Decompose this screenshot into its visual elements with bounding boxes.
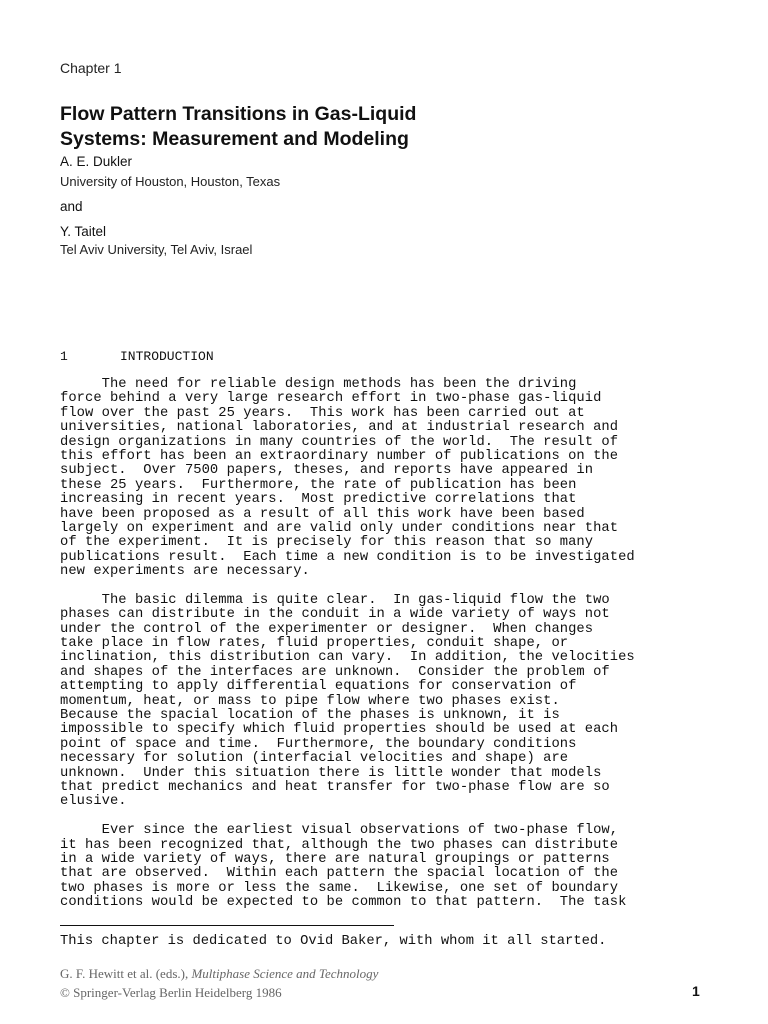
paragraph-line: The basic dilemma is quite clear. In gas-liquid flow the two [60,592,610,608]
chapter-label: Chapter 1 [60,60,122,76]
paragraph [60,378,740,579]
paper-title [60,102,700,152]
paragraph-line: Ever since the earliest visual observations of two-phase flow, [60,823,619,839]
paragraph-line: attempting to apply differential equations for conservation of [60,679,577,695]
paragraph-line: two phases is more or less the same. Likewise, one set of boundary [60,880,619,896]
credit-editors: G. F. Hewitt et al. (eds.), [60,966,189,981]
author-name: A. E. Dukler [60,154,133,169]
author-name: Y. Taitel [60,224,107,239]
paragraph-line: it has been recognized that, although the two phases can distribute [60,837,619,853]
paragraph-line: under the control of the experimenter or designer. When changes [60,621,594,637]
paragraph-line: and shapes of the interfaces are unknown. Consider the problem of [60,664,610,680]
paragraph-line: point of space and time. Furthermore, the boundary conditions [60,736,577,752]
paper-title-line-1: Flow Pattern Transitions in Gas-Liquid [60,103,417,125]
paragraph-line: impossible to specify which fluid properties should be used at each [60,722,619,738]
author-affiliation: University of Houston, Houston, Texas [60,174,281,189]
paragraph-line: The need for reliable design methods has been the driving [60,377,577,392]
copyright-line: © Springer-Verlag Berlin Heidelberg 1986 [60,985,282,1000]
section-title: INTRODUCTION [120,349,214,364]
paragraph-line: universities, national laboratories, and at industrial research and [60,420,619,436]
paragraph-line: flow over the past 25 years. This work has been carried out at [60,405,585,421]
paragraph-line: of the experiment. It is precisely for this reason that so many [60,535,594,551]
paragraph [60,824,740,910]
section-number: 1 [60,349,68,364]
paragraph-line: phases can distribute in the conduit in a wide variety of ways not [60,607,610,623]
paragraph-line: Because the spacial location of the phases is unknown, it is [60,707,560,723]
paragraph-line: this effort has been an extraordinary number of publications on the [60,448,619,464]
section-heading [60,349,214,364]
paragraph [60,594,740,810]
paragraph-line: inclination, this distribution can vary. In addition, the velocities [60,650,635,666]
paragraph-line: force behind a very large research effort in two-phase gas-liquid [60,391,602,407]
author-conjunction: and [60,199,83,214]
paragraph-line: these 25 years. Furthermore, the rate of publication has been [60,477,577,493]
page-number: 1 [692,983,700,999]
paragraph-line: new experiments are necessary. [60,564,310,580]
paragraph-line: design organizations in many countries of the world. The result of [60,434,619,450]
paragraph-line: publications result. Each time a new condition is to be investigated [60,549,635,565]
paper-title-line-2: Systems: Measurement and Modeling [60,128,409,150]
footnote: This chapter is dedicated to Ovid Baker, with whom it all started. [60,934,607,949]
credit-book-title: Multiphase Science and Technology [191,966,379,981]
paragraph-line: take place in flow rates, fluid properties, conduit shape, or [60,636,569,652]
paragraph-line: largely on experiment and are valid only under conditions near that [60,520,619,536]
paragraph-line: elusive. [60,794,127,810]
paragraph-line: have been proposed as a result of all this work have been based [60,506,585,522]
paragraph-line: that are observed. Within each pattern the spacial location of the [60,866,619,882]
paragraph-line: in a wide variety of ways, there are natural groupings or patterns [60,851,610,867]
paragraph-line: necessary for solution (interfacial velocities and shape) are [60,751,569,767]
author-affiliation: Tel Aviv University, Tel Aviv, Israel [60,242,253,257]
body-text [60,378,740,910]
paragraph-line: unknown. Under this situation there is little wonder that models [60,765,602,781]
footnote-rule [60,925,394,926]
publication-credit [60,966,378,982]
paragraph-line: momentum, heat, or mass to pipe flow where two phases exist. [60,693,560,709]
paragraph-line: conditions would be expected to be common to that pattern. The task [60,895,627,911]
paragraph-line: subject. Over 7500 papers, theses, and reports have appeared in [60,463,594,479]
paragraph-line: that predict mechanics and heat transfer for two-phase flow are so [60,779,610,795]
paragraph-line: increasing in recent years. Most predictive correlations that [60,492,577,508]
